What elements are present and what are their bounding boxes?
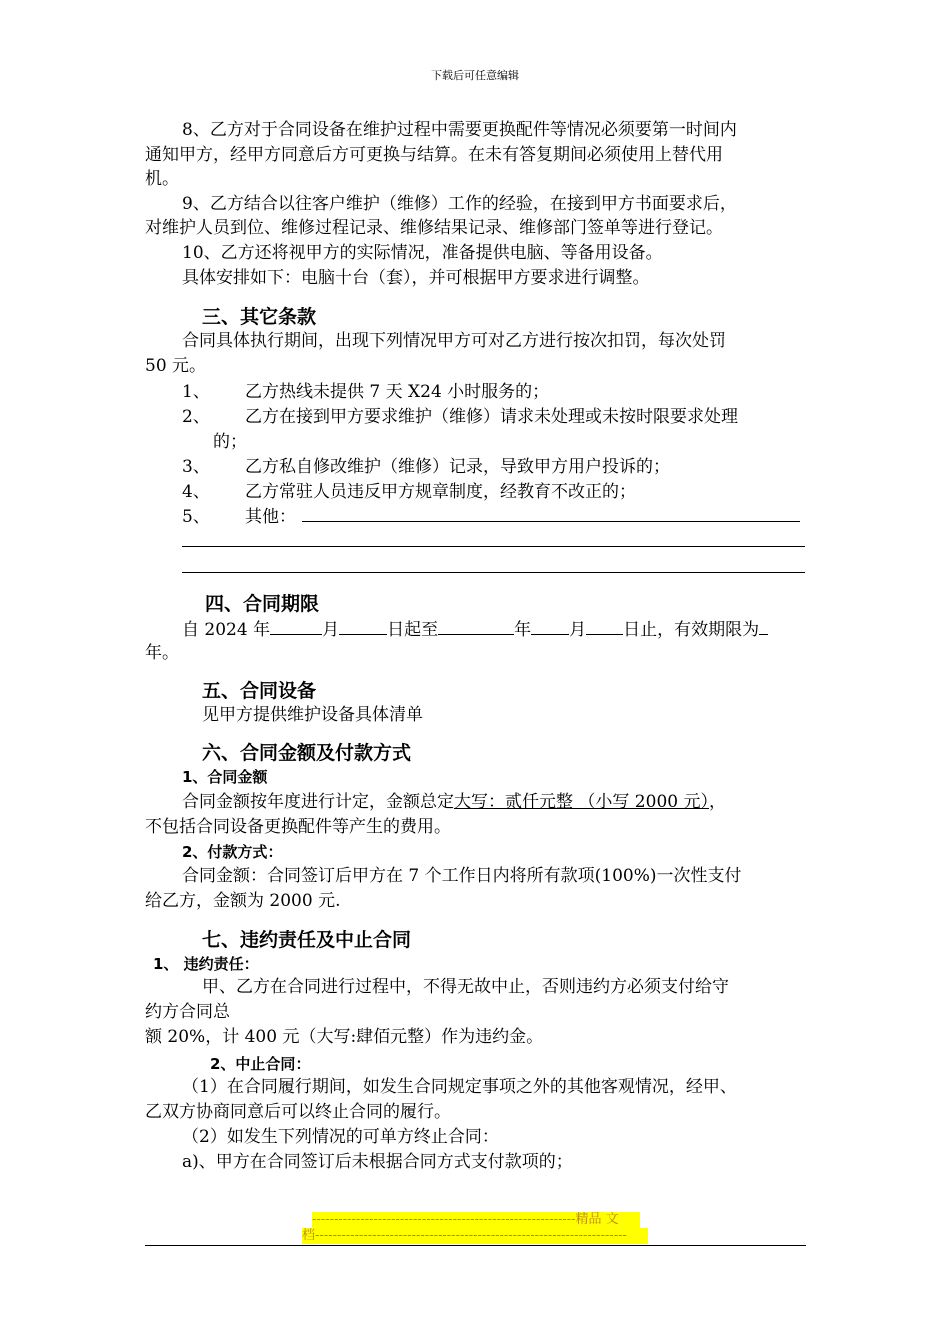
terminate-2: （2）如发生下列情况的可单方终止合同： bbox=[182, 1127, 499, 1147]
item8-line3: 机。 bbox=[145, 169, 179, 189]
item8-line1: 8、乙方对于合同设备在维护过程中需要更换配件等情况必须要第一时间内 bbox=[182, 120, 737, 140]
term-to-month: 月 bbox=[569, 620, 587, 640]
penalty-item-2-num: 2、 bbox=[182, 407, 210, 427]
term-line2: 年。 bbox=[145, 643, 179, 663]
term-to-year: 年 bbox=[514, 620, 532, 640]
terminate-1-line1: （1）在合同履行期间，如发生合同规定事项之外的其他客观情况，经甲、 bbox=[182, 1077, 737, 1097]
section6-sub1: 1、合同金额 bbox=[182, 768, 268, 786]
terminate-a: a)、甲方在合同签订后未根据合同方式支付款项的； bbox=[182, 1152, 573, 1172]
term-from-year: 自 2024 年 bbox=[182, 620, 271, 640]
penalty-item-5-text: 其他： bbox=[245, 507, 296, 527]
section5-title: 五、合同设备 bbox=[202, 680, 317, 702]
footer-band-line1: ------------------------------------------------------------精品 文 bbox=[312, 1212, 640, 1228]
amount-line1 bbox=[182, 790, 726, 814]
amount-line2: 不包括合同设备更换配件等产生的费用。 bbox=[145, 817, 451, 837]
term-blank bbox=[759, 616, 768, 635]
footer-band-line2: 档----------------------------------------------------------------------- bbox=[302, 1228, 648, 1244]
pay-line1: 合同金额：合同签订后甲方在 7 个工作日内将所有款项(100%)一次性支付 bbox=[182, 866, 742, 886]
section7-title: 七、违约责任及中止合同 bbox=[202, 929, 412, 951]
penalty-item-4-text: 乙方常驻人员违反甲方规章制度，经教育不改正的； bbox=[245, 482, 636, 502]
penalty-item-2-text: 乙方在接到甲方要求维护（维修）请求未处理或未按时限要求处理 bbox=[245, 407, 738, 427]
penalty-item-3-num: 3、 bbox=[182, 457, 210, 477]
breach-line3: 额 20%，计 400 元（大写:肆佰元整）作为违约金。 bbox=[145, 1027, 544, 1047]
footer-rule bbox=[145, 1245, 806, 1246]
other-blank-line-1 bbox=[302, 521, 800, 522]
term-blank bbox=[270, 616, 322, 635]
section5-text: 见甲方提供维护设备具体清单 bbox=[202, 705, 423, 725]
term-line bbox=[182, 616, 768, 642]
term-from-month: 月 bbox=[322, 620, 340, 640]
pay-line2: 给乙方，金额为 2000 元. bbox=[145, 891, 341, 911]
breach-line1: 甲、乙方在合同进行过程中，不得无故中止，否则违约方必须支付给守 bbox=[202, 977, 729, 997]
penalty-item-2-cont: 的； bbox=[213, 432, 247, 452]
item9-line2: 对维护人员到位、维修过程记录、维修结果记录、维修部门签单等进行登记。 bbox=[145, 218, 723, 238]
item8-line2: 通知甲方，经甲方同意后方可更换与结算。在未有答复期间必须使用上替代用 bbox=[145, 145, 723, 165]
term-blank bbox=[586, 616, 623, 635]
term-blank bbox=[339, 616, 387, 635]
section6-sub2: 2、付款方式： bbox=[182, 843, 283, 861]
section3-title: 三、其它条款 bbox=[202, 306, 317, 328]
term-blank bbox=[438, 616, 514, 635]
term-to-day: 日止，有效期限为 bbox=[623, 620, 760, 640]
other-blank-line-2 bbox=[182, 546, 805, 547]
item9-line1: 9、乙方结合以往客户维护（维修）工作的经验，在接到甲方书面要求后， bbox=[182, 194, 737, 214]
amount-underlined: 大写：贰仟元整 （小写 2000 元） bbox=[454, 792, 709, 812]
section3-intro-line1: 合同具体执行期间，出现下列情况甲方可对乙方进行按次扣罚，每次处罚 bbox=[182, 331, 726, 351]
header-note: 下载后可任意编辑 bbox=[431, 69, 519, 82]
term-blank bbox=[531, 616, 569, 635]
section4-title: 四、合同期限 bbox=[205, 593, 320, 615]
section7-sub2: 2、中止合同： bbox=[210, 1055, 311, 1073]
arrangement: 具体安排如下：电脑十台（套），并可根据甲方要求进行调整。 bbox=[182, 268, 650, 288]
amount-prefix: 合同金额按年度进行计定，金额总定 bbox=[182, 792, 454, 812]
penalty-item-4-num: 4、 bbox=[182, 482, 210, 502]
other-blank-line-3 bbox=[182, 572, 805, 573]
penalty-item-1-text: 乙方热线未提供 7 天 X24 小时服务的； bbox=[245, 382, 550, 402]
section7-sub1: 1、 违约责任： bbox=[153, 955, 259, 973]
penalty-item-5-num: 5、 bbox=[182, 507, 210, 527]
terminate-1-line2: 乙双方协商同意后可以终止合同的履行。 bbox=[145, 1102, 451, 1122]
penalty-item-3-text: 乙方私自修改维护（维修）记录，导致甲方用户投诉的； bbox=[245, 457, 670, 477]
section3-intro-line2: 50 元。 bbox=[145, 356, 207, 376]
amount-suffix: ， bbox=[708, 792, 726, 812]
section6-title: 六、合同金额及付款方式 bbox=[202, 742, 412, 764]
breach-line2: 约方合同总 bbox=[145, 1002, 230, 1022]
penalty-item-1-num: 1、 bbox=[182, 382, 210, 402]
term-from-day: 日起至 bbox=[387, 620, 439, 640]
item10: 10、乙方还将视甲方的实际情况，准备提供电脑、等备用设备。 bbox=[182, 243, 663, 263]
